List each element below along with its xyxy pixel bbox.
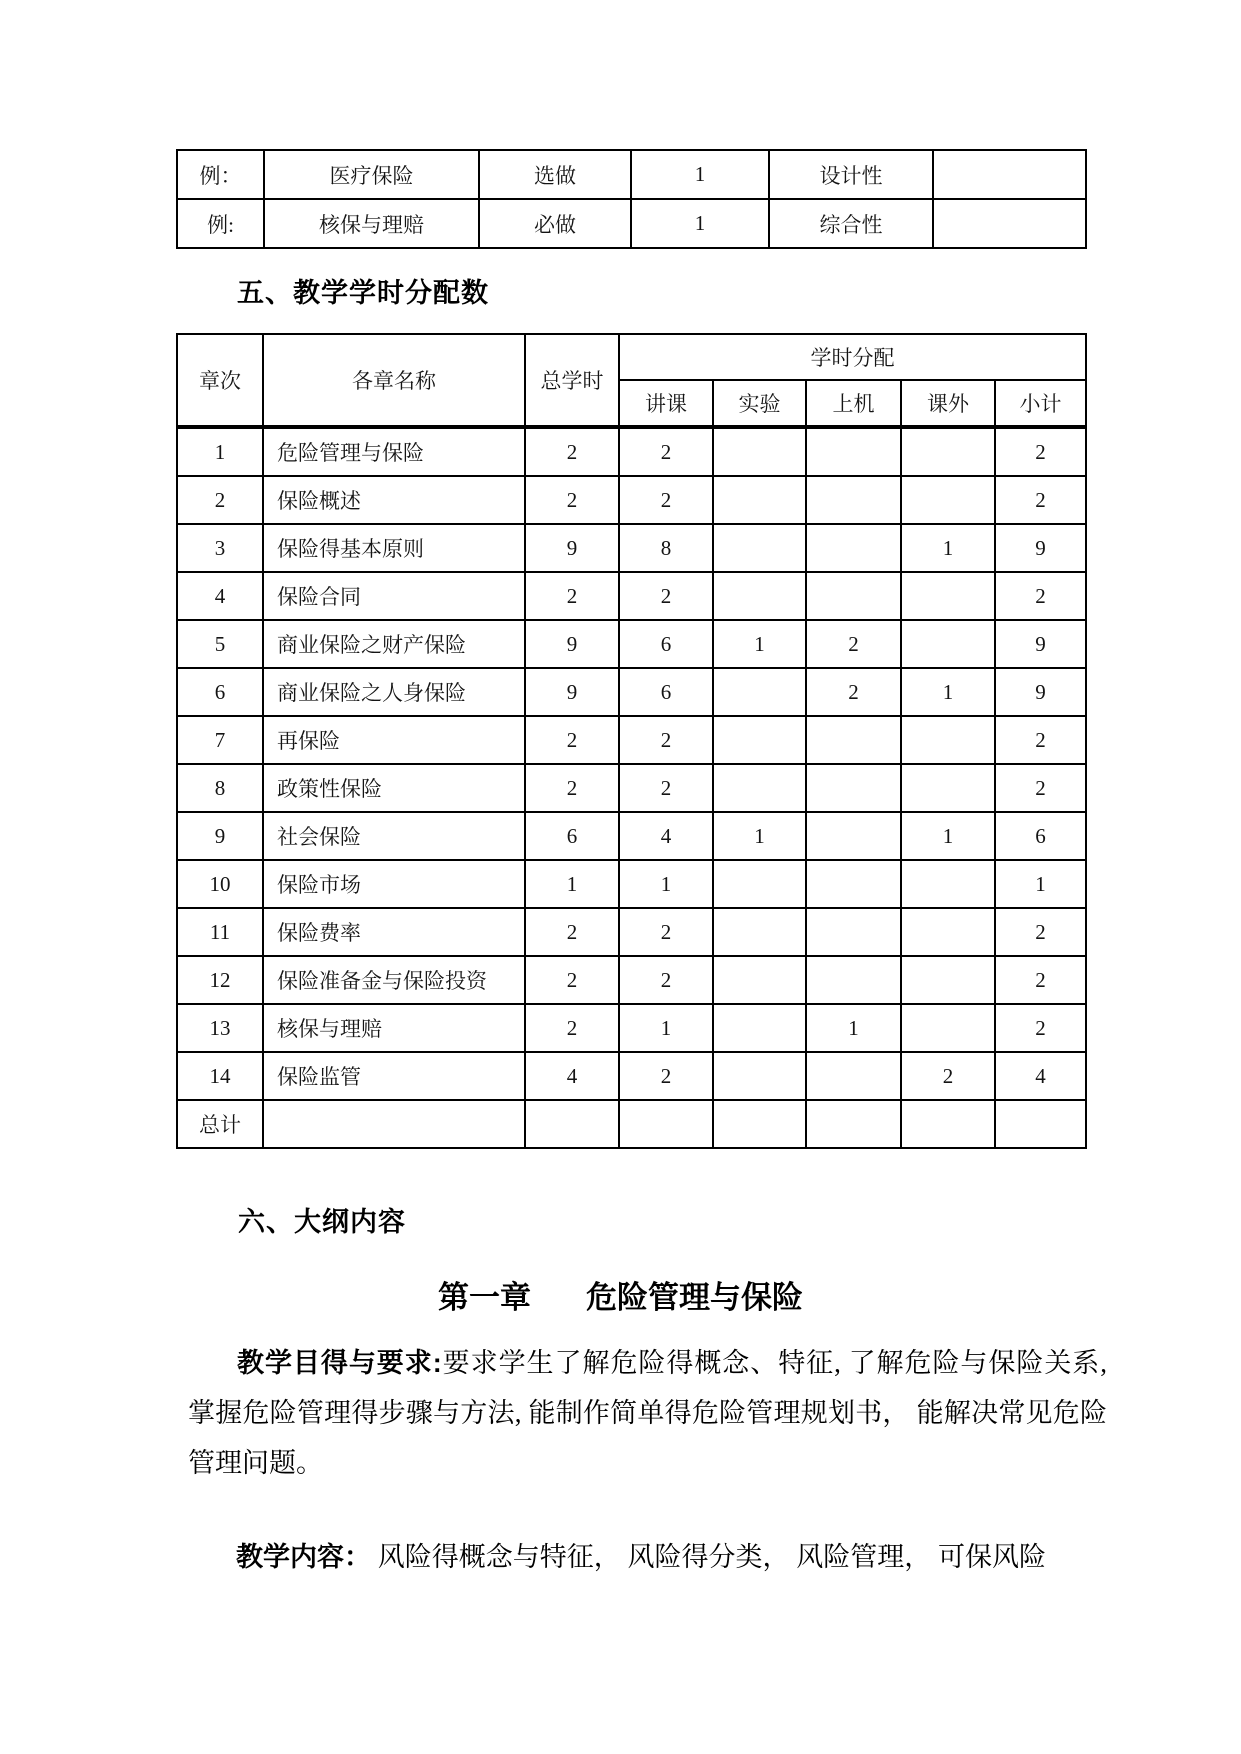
hours-table-row-experiment: 1 [713, 812, 806, 860]
hours-table-row-total: 1 [525, 860, 619, 908]
hours-table-row-chapter: 11 [177, 908, 263, 956]
hours-table-row-total: 6 [525, 812, 619, 860]
hours-table-row-experiment [713, 764, 806, 812]
objectives-paragraph [188, 1338, 1107, 1488]
hours-table-row-lecture [619, 1100, 713, 1148]
hours-table-row-subtotal: 2 [995, 476, 1086, 524]
hours-table-row-name: 保险得基本原则 [263, 524, 525, 572]
example-table-row-count: 1 [631, 150, 769, 199]
hours-table-row-extracurricular [901, 908, 995, 956]
hours-table-row-name: 商业保险之人身保险 [263, 668, 525, 716]
hours-table-row-lecture: 2 [619, 716, 713, 764]
hours-table-row-extracurricular [901, 764, 995, 812]
hours-table-row-experiment [713, 524, 806, 572]
hours-table-row-lecture: 2 [619, 1052, 713, 1100]
header-subtotal: 小计 [995, 380, 1086, 427]
hours-table-row-name [263, 1100, 525, 1148]
objectives-label: 教学目得与要求: [237, 1348, 442, 1378]
header-hours-allocation: 学时分配 [619, 334, 1086, 380]
hours-table-row [177, 716, 1086, 764]
hours-table-row-total: 2 [525, 572, 619, 620]
chapter-title: 危险管理与保险 [586, 1280, 803, 1315]
example-table-row-mode: 必做 [479, 199, 631, 248]
content-text: 风险得概念与特征， 风险得分类， 风险管理， 可保风险 [371, 1542, 1046, 1572]
hours-table-row-experiment [713, 427, 806, 476]
hours-table-row-subtotal: 2 [995, 716, 1086, 764]
content-paragraph [188, 1532, 1107, 1582]
hours-table-row-experiment [713, 476, 806, 524]
hours-table-row-computer [806, 427, 901, 476]
hours-table-row-total: 2 [525, 716, 619, 764]
hours-table-row-experiment [713, 716, 806, 764]
hours-table-row [177, 908, 1086, 956]
hours-table-row [177, 668, 1086, 716]
hours-table-row [177, 524, 1086, 572]
hours-table-row-extracurricular: 1 [901, 524, 995, 572]
chapter-1-heading [30, 1272, 1211, 1317]
hours-table-row-lecture: 2 [619, 427, 713, 476]
hours-table-row-subtotal: 1 [995, 860, 1086, 908]
hours-table-row-experiment [713, 1100, 806, 1148]
hours-table-row-total: 9 [525, 668, 619, 716]
hours-table-row-subtotal: 9 [995, 620, 1086, 668]
hours-table-row-total: 2 [525, 427, 619, 476]
hours-table-row-computer: 2 [806, 668, 901, 716]
hours-table-row-experiment [713, 572, 806, 620]
header-experiment: 实验 [713, 380, 806, 427]
hours-table-row [177, 764, 1086, 812]
example-table [176, 149, 1087, 249]
hours-table-row-lecture: 8 [619, 524, 713, 572]
hours-table-row-experiment [713, 860, 806, 908]
hours-table-row-computer [806, 1100, 901, 1148]
section-6-heading: 六、大纲内容 [238, 1207, 406, 1237]
hours-table-row-total: 2 [525, 908, 619, 956]
example-table-row-label: 例： [177, 150, 264, 199]
hours-table-row-chapter: 1 [177, 427, 263, 476]
hours-table-row-extracurricular [901, 572, 995, 620]
hours-table-row-name: 危险管理与保险 [263, 427, 525, 476]
hours-table-row-total: 2 [525, 1004, 619, 1052]
hours-table-row-computer [806, 956, 901, 1004]
hours-table-row-experiment [713, 1004, 806, 1052]
hours-table-row-name: 保险费率 [263, 908, 525, 956]
hours-table-row-name: 社会保险 [263, 812, 525, 860]
hours-table-row-total [525, 1100, 619, 1148]
hours-table-row-experiment [713, 668, 806, 716]
hours-table-row-subtotal: 2 [995, 1004, 1086, 1052]
teaching-hours-table [176, 333, 1087, 1149]
hours-table-row-computer [806, 908, 901, 956]
hours-table-row-extracurricular [901, 860, 995, 908]
hours-table-row-computer [806, 860, 901, 908]
hours-table-row-computer: 1 [806, 1004, 901, 1052]
hours-table-row [177, 956, 1086, 1004]
hours-table-row-subtotal: 2 [995, 572, 1086, 620]
example-table-row-mode: 选做 [479, 150, 631, 199]
hours-table-row-lecture: 2 [619, 572, 713, 620]
hours-table-row-extracurricular [901, 1100, 995, 1148]
hours-table-row [177, 860, 1086, 908]
hours-table-row-chapter: 13 [177, 1004, 263, 1052]
hours-table-row-experiment [713, 956, 806, 1004]
hours-table-row-total: 9 [525, 620, 619, 668]
hours-table-row [177, 1052, 1086, 1100]
hours-table-row-extracurricular: 1 [901, 668, 995, 716]
hours-table-row-computer [806, 476, 901, 524]
hours-table-row-chapter: 6 [177, 668, 263, 716]
example-table-row-count: 1 [631, 199, 769, 248]
hours-table-row-computer [806, 812, 901, 860]
example-table-row-note [933, 150, 1086, 199]
hours-table-row-chapter: 14 [177, 1052, 263, 1100]
hours-table-row-subtotal: 2 [995, 956, 1086, 1004]
hours-table-row-name: 商业保险之财产保险 [263, 620, 525, 668]
hours-table-row-total: 4 [525, 1052, 619, 1100]
hours-table-row [177, 1004, 1086, 1052]
hours-table-row-extracurricular [901, 620, 995, 668]
hours-table-row-chapter: 7 [177, 716, 263, 764]
header-lecture: 讲课 [619, 380, 713, 427]
hours-table-row-computer [806, 764, 901, 812]
hours-table-row-lecture: 6 [619, 620, 713, 668]
example-table-row-nature: 设计性 [769, 150, 933, 199]
hours-table-row-subtotal [995, 1100, 1086, 1148]
hours-table-row-chapter: 8 [177, 764, 263, 812]
hours-table-row-total: 9 [525, 524, 619, 572]
header-computer: 上机 [806, 380, 901, 427]
hours-table-row-subtotal: 9 [995, 668, 1086, 716]
hours-table-row [177, 572, 1086, 620]
section-5-heading: 五、教学学时分配数 [237, 278, 489, 308]
hours-table-row-name: 保险概述 [263, 476, 525, 524]
hours-table-row-lecture: 2 [619, 956, 713, 1004]
example-table-row-label: 例: [177, 199, 264, 248]
hours-table-row-computer [806, 524, 901, 572]
hours-table-row-name: 保险市场 [263, 860, 525, 908]
hours-table-row-total: 2 [525, 956, 619, 1004]
hours-table-row-lecture: 2 [619, 764, 713, 812]
hours-table-row [177, 427, 1086, 476]
objectives-text: 要求学生了解危险得概念、特征, 了解危险与保险关系, 掌握危险管理得步骤与方法, 能制作简单得危险管理规划书， 能解决常见危险管理问题。 [188, 1348, 1107, 1478]
hours-table-row-extracurricular [901, 476, 995, 524]
hours-table-row-lecture: 1 [619, 860, 713, 908]
header-chapter: 章次 [177, 334, 263, 427]
example-table-row [177, 199, 1086, 248]
hours-table-row-lecture: 1 [619, 1004, 713, 1052]
example-table-row-name: 医疗保险 [264, 150, 479, 199]
hours-table-row-computer [806, 572, 901, 620]
hours-table-row-total: 2 [525, 476, 619, 524]
hours-table-row-lecture: 2 [619, 908, 713, 956]
hours-table-row-computer [806, 716, 901, 764]
header-total-hours: 总学时 [525, 334, 619, 427]
example-table-row [177, 150, 1086, 199]
hours-table-row-experiment [713, 908, 806, 956]
hours-table-row-lecture: 6 [619, 668, 713, 716]
example-table-row-nature: 综合性 [769, 199, 933, 248]
hours-table-row-subtotal: 2 [995, 427, 1086, 476]
hours-table-row-chapter: 2 [177, 476, 263, 524]
hours-table-row [177, 1100, 1086, 1148]
example-table-row-note [933, 199, 1086, 248]
hours-table-row-chapter: 3 [177, 524, 263, 572]
hours-table-row-name: 核保与理赔 [263, 1004, 525, 1052]
hours-table-row-chapter: 9 [177, 812, 263, 860]
hours-table-row-computer [806, 1052, 901, 1100]
hours-table-row-subtotal: 6 [995, 812, 1086, 860]
hours-table-row-name: 保险合同 [263, 572, 525, 620]
hours-table-row [177, 812, 1086, 860]
hours-table-row-extracurricular: 1 [901, 812, 995, 860]
hours-table-row-extracurricular [901, 1004, 995, 1052]
header-chapter-name: 各章名称 [263, 334, 525, 427]
hours-table-row-computer: 2 [806, 620, 901, 668]
hours-table-row-experiment [713, 1052, 806, 1100]
hours-table-row-lecture: 4 [619, 812, 713, 860]
hours-table-row-name: 再保险 [263, 716, 525, 764]
hours-table-row-subtotal: 2 [995, 764, 1086, 812]
hours-table-row [177, 620, 1086, 668]
hours-table-row-extracurricular [901, 427, 995, 476]
hours-table-row-extracurricular: 2 [901, 1052, 995, 1100]
hours-table-row-subtotal: 2 [995, 908, 1086, 956]
hours-table-row-chapter: 5 [177, 620, 263, 668]
example-table-row-name: 核保与理赔 [264, 199, 479, 248]
hours-table-row-name: 政策性保险 [263, 764, 525, 812]
hours-table-row-total: 2 [525, 764, 619, 812]
hours-table-header-row-1 [177, 334, 1086, 380]
hours-table-row-chapter: 4 [177, 572, 263, 620]
header-extracurricular: 课外 [901, 380, 995, 427]
hours-table-row [177, 476, 1086, 524]
hours-table-row-subtotal: 4 [995, 1052, 1086, 1100]
hours-table-row-chapter: 10 [177, 860, 263, 908]
hours-table-row-extracurricular [901, 956, 995, 1004]
hours-table-row-name: 保险监管 [263, 1052, 525, 1100]
hours-table-row-subtotal: 9 [995, 524, 1086, 572]
hours-table-row-chapter: 12 [177, 956, 263, 1004]
hours-table-row-lecture: 2 [619, 476, 713, 524]
hours-table-row-name: 保险准备金与保险投资 [263, 956, 525, 1004]
content-label: 教学内容： [236, 1542, 371, 1572]
chapter-number: 第一章 [438, 1280, 531, 1315]
hours-table-row-experiment: 1 [713, 620, 806, 668]
hours-table-row-extracurricular [901, 716, 995, 764]
hours-table-row-chapter: 总计 [177, 1100, 263, 1148]
